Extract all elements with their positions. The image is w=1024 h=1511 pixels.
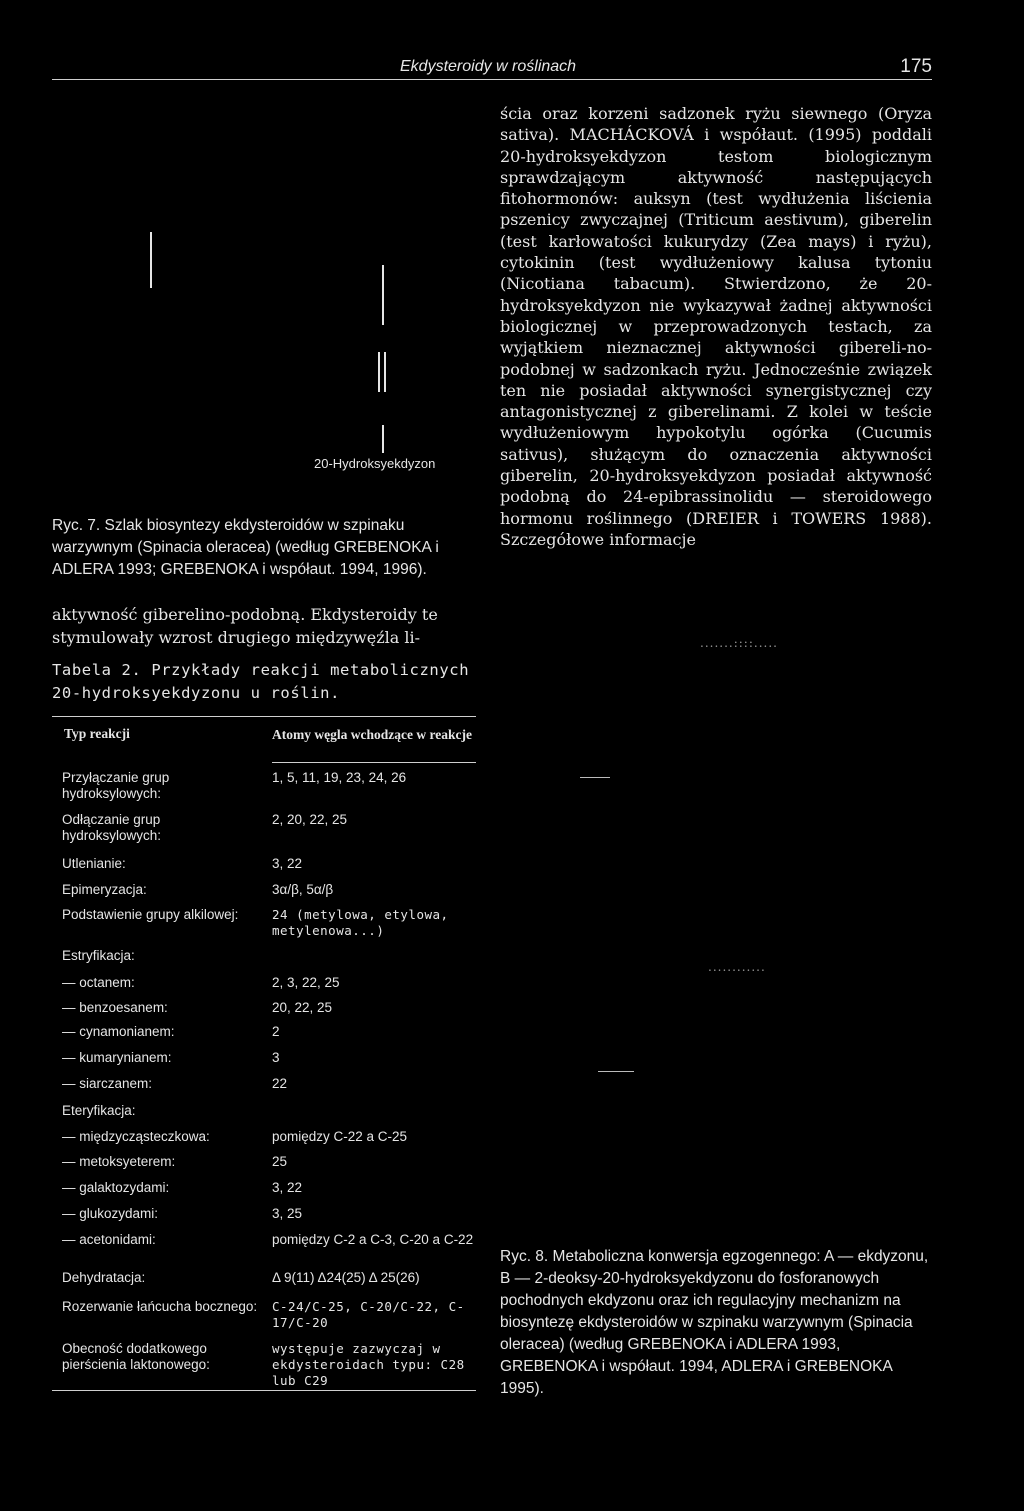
table-cell-atoms: 3α/β, 5α/β [272,882,334,897]
table-cell-atoms: Δ 9(11) Δ24(25) Δ 25(26) [272,1270,420,1285]
table-col1-header: Typ reakcji [64,726,130,741]
figure8-dotted-mark: ............ [708,960,766,974]
table-header-rule [272,762,476,763]
figure8-arrow-line [580,777,610,778]
table-cell-atoms: 3 [272,1050,280,1065]
table-cell-reaction: Podstawienie grupy alkilowej: [62,907,239,922]
table-cell-atoms: 3, 22 [272,856,303,871]
table-cell-atoms: 2, 20, 22, 25 [272,812,348,827]
table-cell-atoms: występuje zazwyczaj w ekdysteroidach typu: C28 lub C29 [272,1341,465,1388]
page-number: 175 [900,56,932,77]
figure8-caption-text: Ryc. 8. Metaboliczna konwersja egzogennego: A — ekdyzonu, B — 2-deoksy-20-hydroksyekdyzonu do fosforanowych pochodnych ekdyzonu oraz ich regulacyjny mechanizm na biosyntezę ekdysteroidów w szpinaku warzywnym (Spinacia oleracea) (według GREBENOKA i ADLERA 1993, GREBENOKA i współaut. 1994, ADLERA i GREBENOKA 1995). [500,1248,929,1397]
table-cell-reaction: Odłączanie grup hydroksylowych: [62,812,162,843]
table-cell-reaction: Estryfikacja: [62,948,135,963]
table2-caption [52,659,476,704]
table-cell-atoms: C-24/C-25, C-20/C-22, C-17/C-20 [272,1299,465,1330]
figure7-bond-line [150,232,152,288]
table-cell-reaction: — kumarynianem: [62,1050,172,1065]
figure7-structure-label: 20-Hydroksyekdyzon [314,456,436,471]
body-paragraph: aktywność giberelino-podobną. Ekdysteroidy te stymulowały wzrost drugiego międzywęźla li- [52,605,438,647]
table-cell-reaction: — cynamonianem: [62,1024,175,1039]
figure7-bond-line [384,352,386,392]
running-title: Ekdysteroidy w roślinach [400,58,577,75]
table-cell-atoms: 3, 22 [272,1180,303,1195]
table-cell-atoms: 3, 25 [272,1206,303,1221]
table-cell-reaction: Utlenianie: [62,856,126,871]
table-cell-atoms: pomiędzy C-22 a C-25 [272,1129,408,1144]
table-cell-atoms: 24 (metylowa, etylowa, metylenowa...) [272,907,449,938]
table-cell-atoms: 22 [272,1076,288,1091]
table-cell-atoms: 1, 5, 11, 19, 23, 24, 26 [272,770,407,785]
table-cell-atoms: 2 [272,1024,280,1039]
table-top-rule [52,716,476,717]
table-cell-reaction: — metoksyeterem: [62,1154,176,1169]
table-cell-reaction: Eteryfikacja: [62,1103,136,1118]
figure7-caption-text: Ryc. 7. Szlak biosyntezy ekdysteroidów w szpinaku warzywnym (Spinacia oleracea) (według GREBENOKA i ADLERA 1993; GREBENOKA i współaut. 1994, 1996). [52,517,439,578]
figure8-arrow-line [598,1071,634,1072]
table-cell-atoms: 2, 3, 22, 25 [272,975,340,990]
table-cell-atoms: 25 [272,1154,288,1169]
table2-caption-text: Tabela 2. Przykłady reakcji metabolicznych 20-hydroksyekdyzonu u roślin. [52,661,470,702]
table-bottom-rule [52,1390,476,1391]
table-cell-reaction: — glukozydami: [62,1206,159,1221]
body-paragraph: ścia oraz korzeni sadzonek ryżu siewnego (Oryza sativa). MACHÁCKOVÁ i współaut. (1995) poddali 20-hydroksyekdyzon testom biologicznym sprawdzającym aktywność następujących fitohormonów: auksyn (test wydłużenia liścienia pszenicy zwyczajnej (Triticum aestivum), giberelin (test karłowatości kukurydzy (Zea mays) i ryżu), cytokinin (test wydłużeniowy kalusa tytoniu (Nicotiana tabacum). Stwierdzono, że 20-hydroksyekdyzon nie wykazywał żadnej aktywności biologicznej w przeprowadzonych testach, za wyjątkiem nieznacznej aktywności gibereli-no-podobnej w sadzonkach ryżu. Jednocześnie związek ten nie posiadał aktywności synergistycznej czy antagonistycznej z giberelinami. Z kolei w teście wydłużeniowym hypokotylu ogórka (Cucumis sativus), służącym do oznaczenia aktywności giberelin, 20-hydroksyekdyzon posiadał aktywność podobną do 24-epibrassinolidu — steroidowego hormonu roślinnego (DREIER i TOWERS 1988). Szczegółowe informacje [500,104,932,549]
table-cell-reaction: — siarczanem: [62,1076,153,1091]
figure7-bond-line [382,265,384,325]
table-cell-reaction: — acetonidami: [62,1232,156,1247]
figure7-bond-line [378,352,380,392]
table-cell-atoms: pomiędzy C-2 a C-3, C-20 a C-22 [272,1232,474,1247]
table-cell-reaction: — galaktozydami: [62,1180,170,1195]
table-cell-reaction: — międzycząsteczkowa: [62,1129,210,1144]
left-column-text [52,603,476,649]
table-cell-reaction: Dehydratacja: [62,1270,146,1285]
right-column-text [500,103,932,550]
table-cell-reaction: Przyłączanie grup hydroksylowych: [62,770,170,801]
figure7-bond-line [382,425,384,453]
figure7-caption [52,515,476,581]
table-col2-header: Atomy węgla wchodzące w reakcje [272,727,472,742]
table-cell-reaction: — benzoesanem: [62,1000,168,1015]
table-cell-reaction: Obecność dodatkowego pierścienia laktonowego: [62,1341,210,1372]
table-cell-reaction: Epimeryzacja: [62,882,147,897]
table-cell-atoms: 20, 22, 25 [272,1000,333,1015]
header-rule [52,79,932,80]
table-cell-reaction: Rozerwanie łańcucha bocznego: [62,1299,258,1314]
figure8-dotted-mark: .......::::..... [700,636,778,650]
figure8-caption [500,1246,930,1400]
table-cell-reaction: — octanem: [62,975,135,990]
